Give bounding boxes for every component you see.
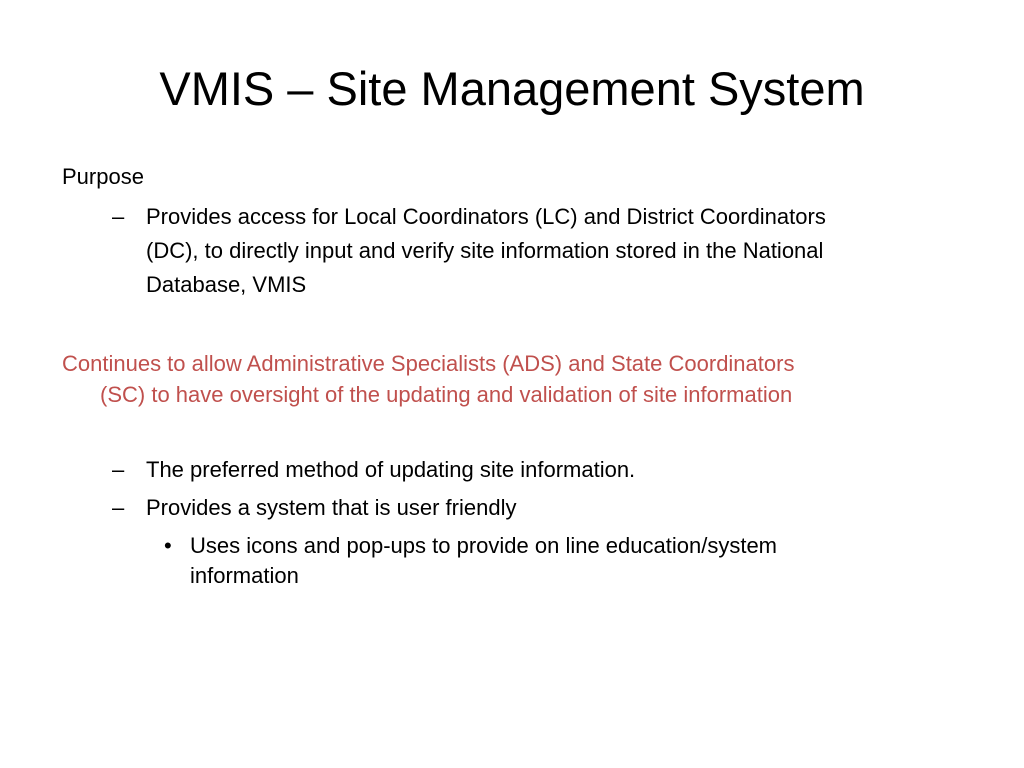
purpose-heading: Purpose bbox=[62, 164, 144, 189]
continues-line-2: (SC) to have oversight of the updating and validation of site information bbox=[100, 382, 793, 407]
slide-title: VMIS – Site Management System bbox=[159, 62, 865, 115]
dash-bullet: – bbox=[112, 495, 125, 520]
subitem-line-1: Uses icons and pop-ups to provide on line education/system bbox=[190, 533, 778, 558]
continues-line-1: Continues to allow Administrative Specialists (ADS) and State Coordinators bbox=[62, 351, 795, 376]
subitem-line-2: information bbox=[190, 563, 299, 588]
dash-bullet: – bbox=[112, 457, 125, 482]
purpose-item-line-3: Database, VMIS bbox=[146, 272, 307, 297]
item-user-friendly: Provides a system that is user friendly bbox=[146, 495, 517, 520]
item-preferred-method: The preferred method of updating site information. bbox=[146, 457, 636, 482]
purpose-item-line-1: Provides access for Local Coordinators (LC) and District Coordinators bbox=[146, 204, 826, 229]
round-bullet: • bbox=[164, 533, 172, 558]
purpose-item-line-2: (DC), to directly input and verify site information stored in the National bbox=[146, 238, 824, 263]
dash-bullet: – bbox=[112, 204, 125, 229]
